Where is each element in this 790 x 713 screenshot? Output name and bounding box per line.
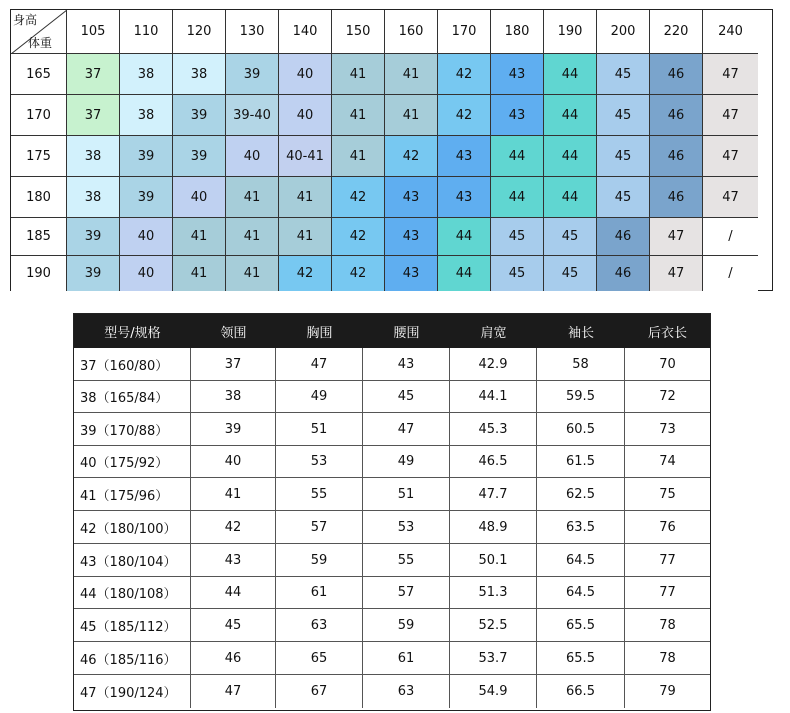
spec-header-cell: 腰围	[393, 325, 420, 341]
spec-value-cell: 51	[363, 478, 450, 511]
spec-value-cell: 77	[625, 544, 710, 577]
size-cell: 42	[332, 256, 385, 291]
spec-value-cell: 76	[625, 511, 710, 544]
size-cell: 47	[703, 136, 758, 177]
size-cell: 44	[544, 136, 597, 177]
size-cell: 46	[597, 218, 650, 256]
spec-value-cell: 78	[625, 609, 710, 642]
size-cell: 43	[385, 177, 438, 218]
size-cell: 41	[332, 95, 385, 136]
size-cell: 43	[438, 136, 491, 177]
spec-value-cell: 47	[276, 348, 363, 381]
spec-value-cell: 52.5	[450, 609, 537, 642]
size-cell: 40	[226, 136, 279, 177]
spec-value-cell: 78	[625, 642, 710, 675]
spec-row	[74, 348, 710, 381]
spec-value-cell: 48.9	[450, 511, 537, 544]
spec-value-cell: 59	[363, 609, 450, 642]
height-header-cell: 150	[332, 10, 385, 54]
height-header-cell: 180	[491, 10, 544, 54]
size-cell: 39	[67, 256, 120, 291]
spec-row	[74, 675, 710, 708]
spec-value-cell: 40	[191, 446, 276, 478]
size-cell: 42	[332, 218, 385, 256]
spec-value-cell: 58	[537, 348, 625, 381]
size-chart-grid	[10, 9, 773, 291]
spec-value-cell: 46.5	[450, 446, 537, 478]
spec-size-cell: 42（180/100）	[74, 511, 191, 544]
weight-row	[11, 177, 772, 218]
size-cell: 41	[385, 54, 438, 95]
spec-size-cell: 43（180/104）	[74, 544, 191, 577]
size-cell: 38	[120, 54, 173, 95]
spec-value-cell: 42.9	[450, 348, 537, 381]
size-cell: 46	[650, 95, 703, 136]
spec-value-cell: 50.1	[450, 544, 537, 577]
size-cell: 46	[650, 136, 703, 177]
spec-size-cell: 40（175/92）	[74, 446, 191, 478]
spec-size-cell: 44（180/108）	[74, 577, 191, 609]
size-cell: /	[703, 218, 758, 256]
size-cell: 45	[597, 54, 650, 95]
size-cell: 38	[67, 136, 120, 177]
spec-value-cell: 41	[191, 478, 276, 511]
spec-value-cell: 63	[276, 609, 363, 642]
corner-weight-label: 体重	[27, 36, 52, 50]
spec-value-cell: 72	[625, 381, 710, 413]
spec-value-cell: 62.5	[537, 478, 625, 511]
size-cell: 40	[120, 218, 173, 256]
spec-header-cell: 胸围	[306, 325, 333, 341]
size-cell: 41	[332, 54, 385, 95]
height-header-cell: 220	[650, 10, 703, 54]
spec-value-cell: 57	[276, 511, 363, 544]
spec-value-cell: 47	[191, 675, 276, 708]
spec-row	[74, 413, 710, 446]
size-cell: 39	[67, 218, 120, 256]
spec-value-cell: 65	[276, 642, 363, 675]
spec-value-cell: 64.5	[537, 577, 625, 609]
weight-row	[11, 218, 772, 256]
size-cell: 45	[544, 256, 597, 291]
weight-row	[11, 95, 772, 136]
spec-value-cell: 45	[363, 381, 450, 413]
spec-size-cell: 38（165/84）	[74, 381, 191, 413]
size-cell: 39	[120, 177, 173, 218]
size-cell: 42	[438, 95, 491, 136]
height-header-cell: 240	[703, 10, 758, 54]
spec-value-cell: 45	[191, 609, 276, 642]
weight-label-cell: 170	[11, 95, 67, 136]
spec-value-cell: 79	[659, 684, 676, 699]
spec-row	[74, 446, 710, 478]
spec-value-cell: 61.5	[537, 446, 625, 478]
corner-cell	[11, 10, 67, 54]
spec-value-cell: 53.7	[450, 642, 537, 675]
spec-value-cell: 47	[363, 413, 450, 446]
size-cell: 44	[491, 177, 544, 218]
size-cell: /	[703, 256, 758, 291]
corner-height-label: 身高	[13, 13, 38, 27]
size-cell: 47	[703, 177, 758, 218]
spec-value-cell: 53	[363, 511, 450, 544]
size-cell: 40	[279, 54, 332, 95]
spec-value-cell: 53	[276, 446, 363, 478]
spec-value-cell: 55	[363, 544, 450, 577]
spec-value-cell: 63.5	[537, 511, 625, 544]
spec-value-cell: 42	[191, 511, 276, 544]
spec-value-cell: 51	[276, 413, 363, 446]
spec-row	[74, 609, 710, 642]
size-cell: 39	[226, 54, 279, 95]
spec-header-cell: 袖长	[567, 325, 594, 341]
size-cell: 44	[544, 95, 597, 136]
size-cell: 41	[279, 218, 332, 256]
spec-value-cell: 77	[625, 577, 710, 609]
spec-value-cell: 59.5	[537, 381, 625, 413]
weight-row	[11, 54, 772, 95]
spec-header-cell: 后衣长	[647, 325, 687, 341]
size-cell: 40	[279, 95, 332, 136]
size-cell: 40-41	[279, 136, 332, 177]
size-cell: 43	[491, 54, 544, 95]
height-header-cell: 200	[597, 10, 650, 54]
height-header-cell: 160	[385, 10, 438, 54]
weight-label-cell: 175	[11, 136, 67, 177]
height-header-cell: 190	[544, 10, 597, 54]
spec-row	[74, 544, 710, 577]
size-cell: 44	[544, 54, 597, 95]
size-cell: 41	[173, 218, 226, 256]
spec-value-cell: 63	[363, 675, 450, 708]
spec-value-cell: 39	[191, 413, 276, 446]
spec-value-cell: 73	[625, 413, 710, 446]
spec-value-cell: 70	[625, 348, 710, 381]
measurement-table	[73, 313, 711, 711]
weight-label-cell: 180	[11, 177, 67, 218]
height-header-cell: 140	[279, 10, 332, 54]
size-cell: 41	[173, 256, 226, 291]
spec-row	[74, 642, 710, 675]
size-cell: 44	[438, 218, 491, 256]
size-cell: 47	[650, 256, 703, 291]
spec-value-cell: 54.9	[450, 675, 537, 708]
size-cell: 38	[67, 177, 120, 218]
size-cell: 38	[173, 54, 226, 95]
spec-header-cell: 型号/规格	[104, 325, 161, 341]
size-cell: 44	[544, 177, 597, 218]
size-cell: 47	[703, 54, 758, 95]
size-cell: 47	[650, 218, 703, 256]
spec-value-cell: 60.5	[537, 413, 625, 446]
size-cell: 45	[597, 136, 650, 177]
size-cell: 42	[332, 177, 385, 218]
size-cell: 42	[385, 136, 438, 177]
size-cell: 42	[279, 256, 332, 291]
spec-header-cell: 肩宽	[480, 325, 507, 341]
size-cell: 43	[491, 95, 544, 136]
size-cell: 41	[279, 177, 332, 218]
size-cell: 39	[173, 95, 226, 136]
spec-row	[74, 577, 710, 609]
size-cell: 38	[120, 95, 173, 136]
size-cell: 41	[226, 177, 279, 218]
spec-size-cell: 39（170/88）	[74, 413, 191, 446]
spec-value-cell: 43	[363, 348, 450, 381]
size-cell: 43	[438, 177, 491, 218]
spec-row	[74, 381, 710, 413]
spec-value-cell: 66.5	[537, 675, 625, 708]
weight-row	[11, 256, 772, 291]
size-cell: 40	[173, 177, 226, 218]
spec-value-cell: 51.3	[450, 577, 537, 609]
size-cell: 45	[491, 256, 544, 291]
size-cell: 41	[226, 218, 279, 256]
spec-value-cell: 44.1	[450, 381, 537, 413]
height-header-cell: 105	[67, 10, 120, 54]
size-cell: 42	[438, 54, 491, 95]
spec-value-cell: 61	[276, 577, 363, 609]
size-cell: 45	[544, 218, 597, 256]
spec-size-cell: 37（160/80）	[74, 348, 191, 381]
height-header-cell: 110	[120, 10, 173, 54]
spec-value-cell: 65.5	[537, 609, 625, 642]
size-cell: 46	[597, 256, 650, 291]
spec-value-cell: 49	[276, 381, 363, 413]
spec-size-cell: 46（185/116）	[74, 642, 191, 675]
spec-value-cell: 64.5	[537, 544, 625, 577]
size-cell: 45	[491, 218, 544, 256]
spec-value-cell: 47.7	[450, 478, 537, 511]
size-cell: 44	[491, 136, 544, 177]
spec-value-cell: 43	[191, 544, 276, 577]
spec-value-cell: 57	[363, 577, 450, 609]
size-cell: 41	[385, 95, 438, 136]
spec-value-cell: 38	[191, 381, 276, 413]
spec-value-cell: 67	[276, 675, 363, 708]
size-cell: 41	[332, 136, 385, 177]
size-cell: 41	[226, 256, 279, 291]
spec-row	[74, 478, 710, 511]
spec-header-row	[74, 314, 710, 348]
spec-value-cell: 46	[191, 642, 276, 675]
size-cell: 47	[703, 95, 758, 136]
spec-value-cell: 55	[276, 478, 363, 511]
height-header-cell: 170	[438, 10, 491, 54]
height-header-cell: 120	[173, 10, 226, 54]
spec-value-cell: 37	[191, 348, 276, 381]
spec-value-cell: 59	[276, 544, 363, 577]
size-cell: 43	[385, 256, 438, 291]
weight-label-cell: 190	[11, 256, 67, 291]
spec-value-cell: 74	[625, 446, 710, 478]
size-cell: 37	[67, 54, 120, 95]
spec-size-cell: 45（185/112）	[74, 609, 191, 642]
spec-size-cell: 47（190/124）	[74, 675, 191, 708]
spec-value-cell: 65.5	[537, 642, 625, 675]
size-cell: 37	[67, 95, 120, 136]
spec-row	[74, 511, 710, 544]
spec-value-cell: 44	[191, 577, 276, 609]
size-cell: 46	[650, 54, 703, 95]
height-header-row	[11, 10, 772, 54]
spec-size-cell: 41（175/96）	[74, 478, 191, 511]
weight-label-cell: 165	[11, 54, 67, 95]
size-cell: 45	[597, 177, 650, 218]
size-cell: 39	[120, 136, 173, 177]
size-cell: 46	[650, 177, 703, 218]
size-cell: 45	[597, 95, 650, 136]
height-header-cell: 130	[226, 10, 279, 54]
size-cell: 39	[173, 136, 226, 177]
spec-header-cell: 领围	[220, 325, 247, 341]
weight-row	[11, 136, 772, 177]
spec-value-cell: 45.3	[450, 413, 537, 446]
spec-value-cell: 49	[363, 446, 450, 478]
size-cell: 40	[120, 256, 173, 291]
spec-value-cell: 61	[363, 642, 450, 675]
size-cell: 43	[385, 218, 438, 256]
size-cell: 39-40	[226, 95, 279, 136]
spec-value-cell: 75	[625, 478, 710, 511]
weight-label-cell: 185	[11, 218, 67, 256]
size-cell: 44	[438, 256, 491, 291]
